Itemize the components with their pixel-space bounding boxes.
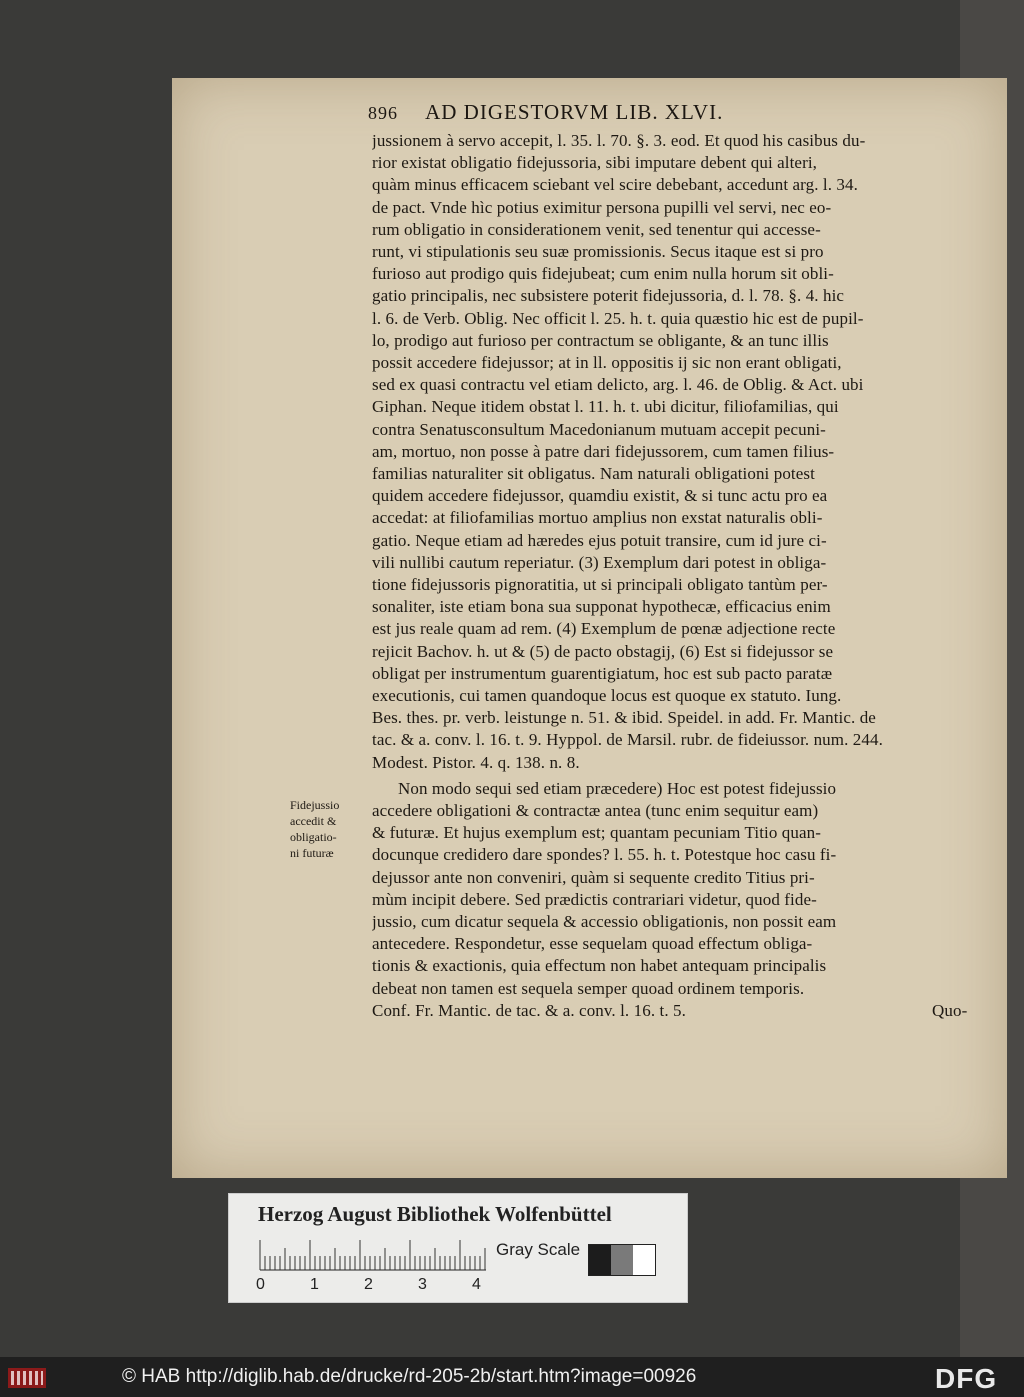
margin-note-line: accedit & bbox=[290, 814, 337, 828]
ruler-number: 4 bbox=[472, 1276, 481, 1293]
gray-swatch bbox=[589, 1245, 611, 1275]
gray-swatch bbox=[611, 1245, 633, 1275]
gray-swatches bbox=[588, 1244, 656, 1276]
text-line: gatio principalis, nec subsistere poterit fidejussoria, d. l. 78. §. 4. hic bbox=[372, 286, 845, 306]
text-line: Bes. thes. pr. verb. leistunge n. 51. & ibid. Speidel. in add. Fr. Mantic. de bbox=[372, 708, 876, 728]
ruler-number: 0 bbox=[256, 1276, 265, 1293]
margin-note-line: obligatio- bbox=[290, 830, 337, 844]
text-line: Modest. Pistor. 4. q. 138. n. 8. bbox=[372, 752, 580, 772]
margin-note-line: Fidejussio bbox=[290, 798, 340, 812]
gray-scale-label: Gray Scale bbox=[496, 1240, 581, 1259]
text-line: rejicit Bachov. h. ut & (5) de pacto obstagij, (6) Est si fidejussor se bbox=[372, 641, 834, 661]
text-line: jussionem à servo accepit, l. 35. l. 70. §. 3. eod. Et quod his casibus du- bbox=[372, 131, 866, 150]
ruler-number: 3 bbox=[418, 1276, 427, 1293]
text-line: contra Senatusconsultum Macedonianum mutuam accepit pecuni- bbox=[372, 419, 826, 439]
text-line: rior existat obligatio fidejussoria, sibi imputare debent qui alteri, bbox=[372, 153, 818, 173]
text-line: am, mortuo, non posse à patre dari fidejussorem, cum tamen filius- bbox=[372, 441, 835, 461]
footer-source-link[interactable]: © HAB http://diglib.hab.de/drucke/rd-205-2b/start.htm?image=00926 bbox=[122, 1366, 697, 1387]
text-line: tac. & a. conv. l. 16. t. 9. Hyppol. de Marsil. rubr. de fideiussor. num. 244. bbox=[372, 730, 883, 750]
text-line: Non modo sequi sed etiam præcedere) Hoc est potest fidejussio bbox=[398, 778, 837, 798]
text-line: executionis, cui tamen quandoque locus est quoque ex statuto. Iung. bbox=[372, 686, 842, 705]
ruler-number: 1 bbox=[310, 1276, 319, 1293]
ruler-number: 2 bbox=[364, 1276, 373, 1293]
text-line: possit accedere fidejussor; at in ll. oppositis ij sic non erant obligati, bbox=[372, 353, 842, 372]
text-line: quàm minus efficacem sciebant vel scire debebant, accedunt arg. l. 34. bbox=[372, 175, 858, 195]
text-line: jussio, cum dicatur sequela & accessio obligationis, non possit eam bbox=[372, 912, 837, 931]
text-line: de pact. Vnde hìc potius eximitur persona pupilli vel servi, nec eo- bbox=[372, 197, 832, 217]
text-line: accedat: at filiofamilias mortuo amplius non exstat naturalis obli- bbox=[372, 508, 823, 528]
text-line: accedere obligationi & contractæ antea (tunc enim sequitur eam) bbox=[372, 801, 819, 820]
text-line: & futuræ. Et hujus exemplum est; quantam pecuniam Titio quan- bbox=[372, 823, 821, 843]
library-name: Herzog August Bibliothek Wolfenbüttel bbox=[258, 1202, 612, 1226]
text-line: dejussor ante non conveniri, quàm si sequente credito Titius pri- bbox=[372, 867, 815, 887]
text-line: mùm incipit debere. Sed prædictis contrariari videtur, quod fide- bbox=[372, 889, 817, 909]
text-line: obligat per instrumentum guarentigiatum, hoc est sub pacto paratæ bbox=[372, 663, 833, 683]
text-line: sonaliter, iste etiam bona sua supponat hypothecæ, efficacius enim bbox=[372, 597, 831, 617]
gray-swatch bbox=[633, 1245, 655, 1275]
dfg-logo: DFG bbox=[935, 1363, 998, 1394]
text-line: furioso aut prodigo quis fidejubeat; cum enim nulla horum sit obli- bbox=[372, 264, 834, 284]
text-line: Conf. Fr. Mantic. de tac. & a. conv. l. 16. t. 5. bbox=[372, 1000, 686, 1020]
folio-number: 896 bbox=[368, 103, 398, 123]
text-line: tionis & exactionis, quia effectum non habet antequam principalis bbox=[372, 956, 827, 976]
text-line: lo, prodigo aut furioso per contractum se obligante, & an tunc illis bbox=[372, 330, 829, 350]
text-line: est jus reale quam ad rem. (4) Exemplum de pœnæ adjectione recte bbox=[372, 619, 836, 639]
text-line: runt, vi stipulationis seu suæ promissionis. Secus itaque est si pro bbox=[372, 242, 824, 261]
text-line: l. 6. de Verb. Oblig. Nec officit l. 25. h. t. quia quæstio hic est de pupil- bbox=[372, 308, 864, 328]
text-line: quidem accedere fidejussor, quamdiu existit, & si tunc actu pro ea bbox=[372, 486, 828, 506]
text-line: gatio. Neque etiam ad hæredes ejus potuit transire, cum id jure ci- bbox=[372, 530, 827, 550]
text-line: antecedere. Respondetur, esse sequelam quoad effectum obliga- bbox=[372, 934, 813, 954]
text-line: Giphan. Neque itidem obstat l. 11. h. t. ubi dicitur, filiofamilias, qui bbox=[372, 397, 839, 417]
text-line: Quo- bbox=[932, 1000, 968, 1020]
text-line: sed ex quasi contractu vel etiam delicto, arg. l. 46. de Oblig. & Act. ubi bbox=[372, 375, 864, 395]
text-line: vili nullibi cautum reperiatur. (3) Exemplum dari potest in obliga- bbox=[372, 552, 827, 572]
running-head bbox=[368, 100, 968, 125]
ruler-scale bbox=[258, 1238, 488, 1272]
hab-logo-icon bbox=[8, 1366, 46, 1390]
text-line: debeat non tamen est sequela semper quoad ordinem temporis. bbox=[372, 978, 805, 998]
text-line: tione fidejussoris pignoratitia, ut si principali obligato tantùm per- bbox=[372, 575, 828, 594]
text-line: familias naturaliter sit obligatus. Nam naturali obligationi potest bbox=[372, 464, 815, 483]
text-line: docunque credidero dare spondes? l. 55. h. t. Potestque hoc casu fi- bbox=[372, 845, 837, 865]
running-head-title: AD DIGESTORVM LIB. XLVI. bbox=[425, 100, 724, 124]
text-line: rum obligatio in considerationem venit, sed tenentur qui accesse- bbox=[372, 219, 821, 239]
margin-note-line: ni futuræ bbox=[290, 846, 334, 860]
